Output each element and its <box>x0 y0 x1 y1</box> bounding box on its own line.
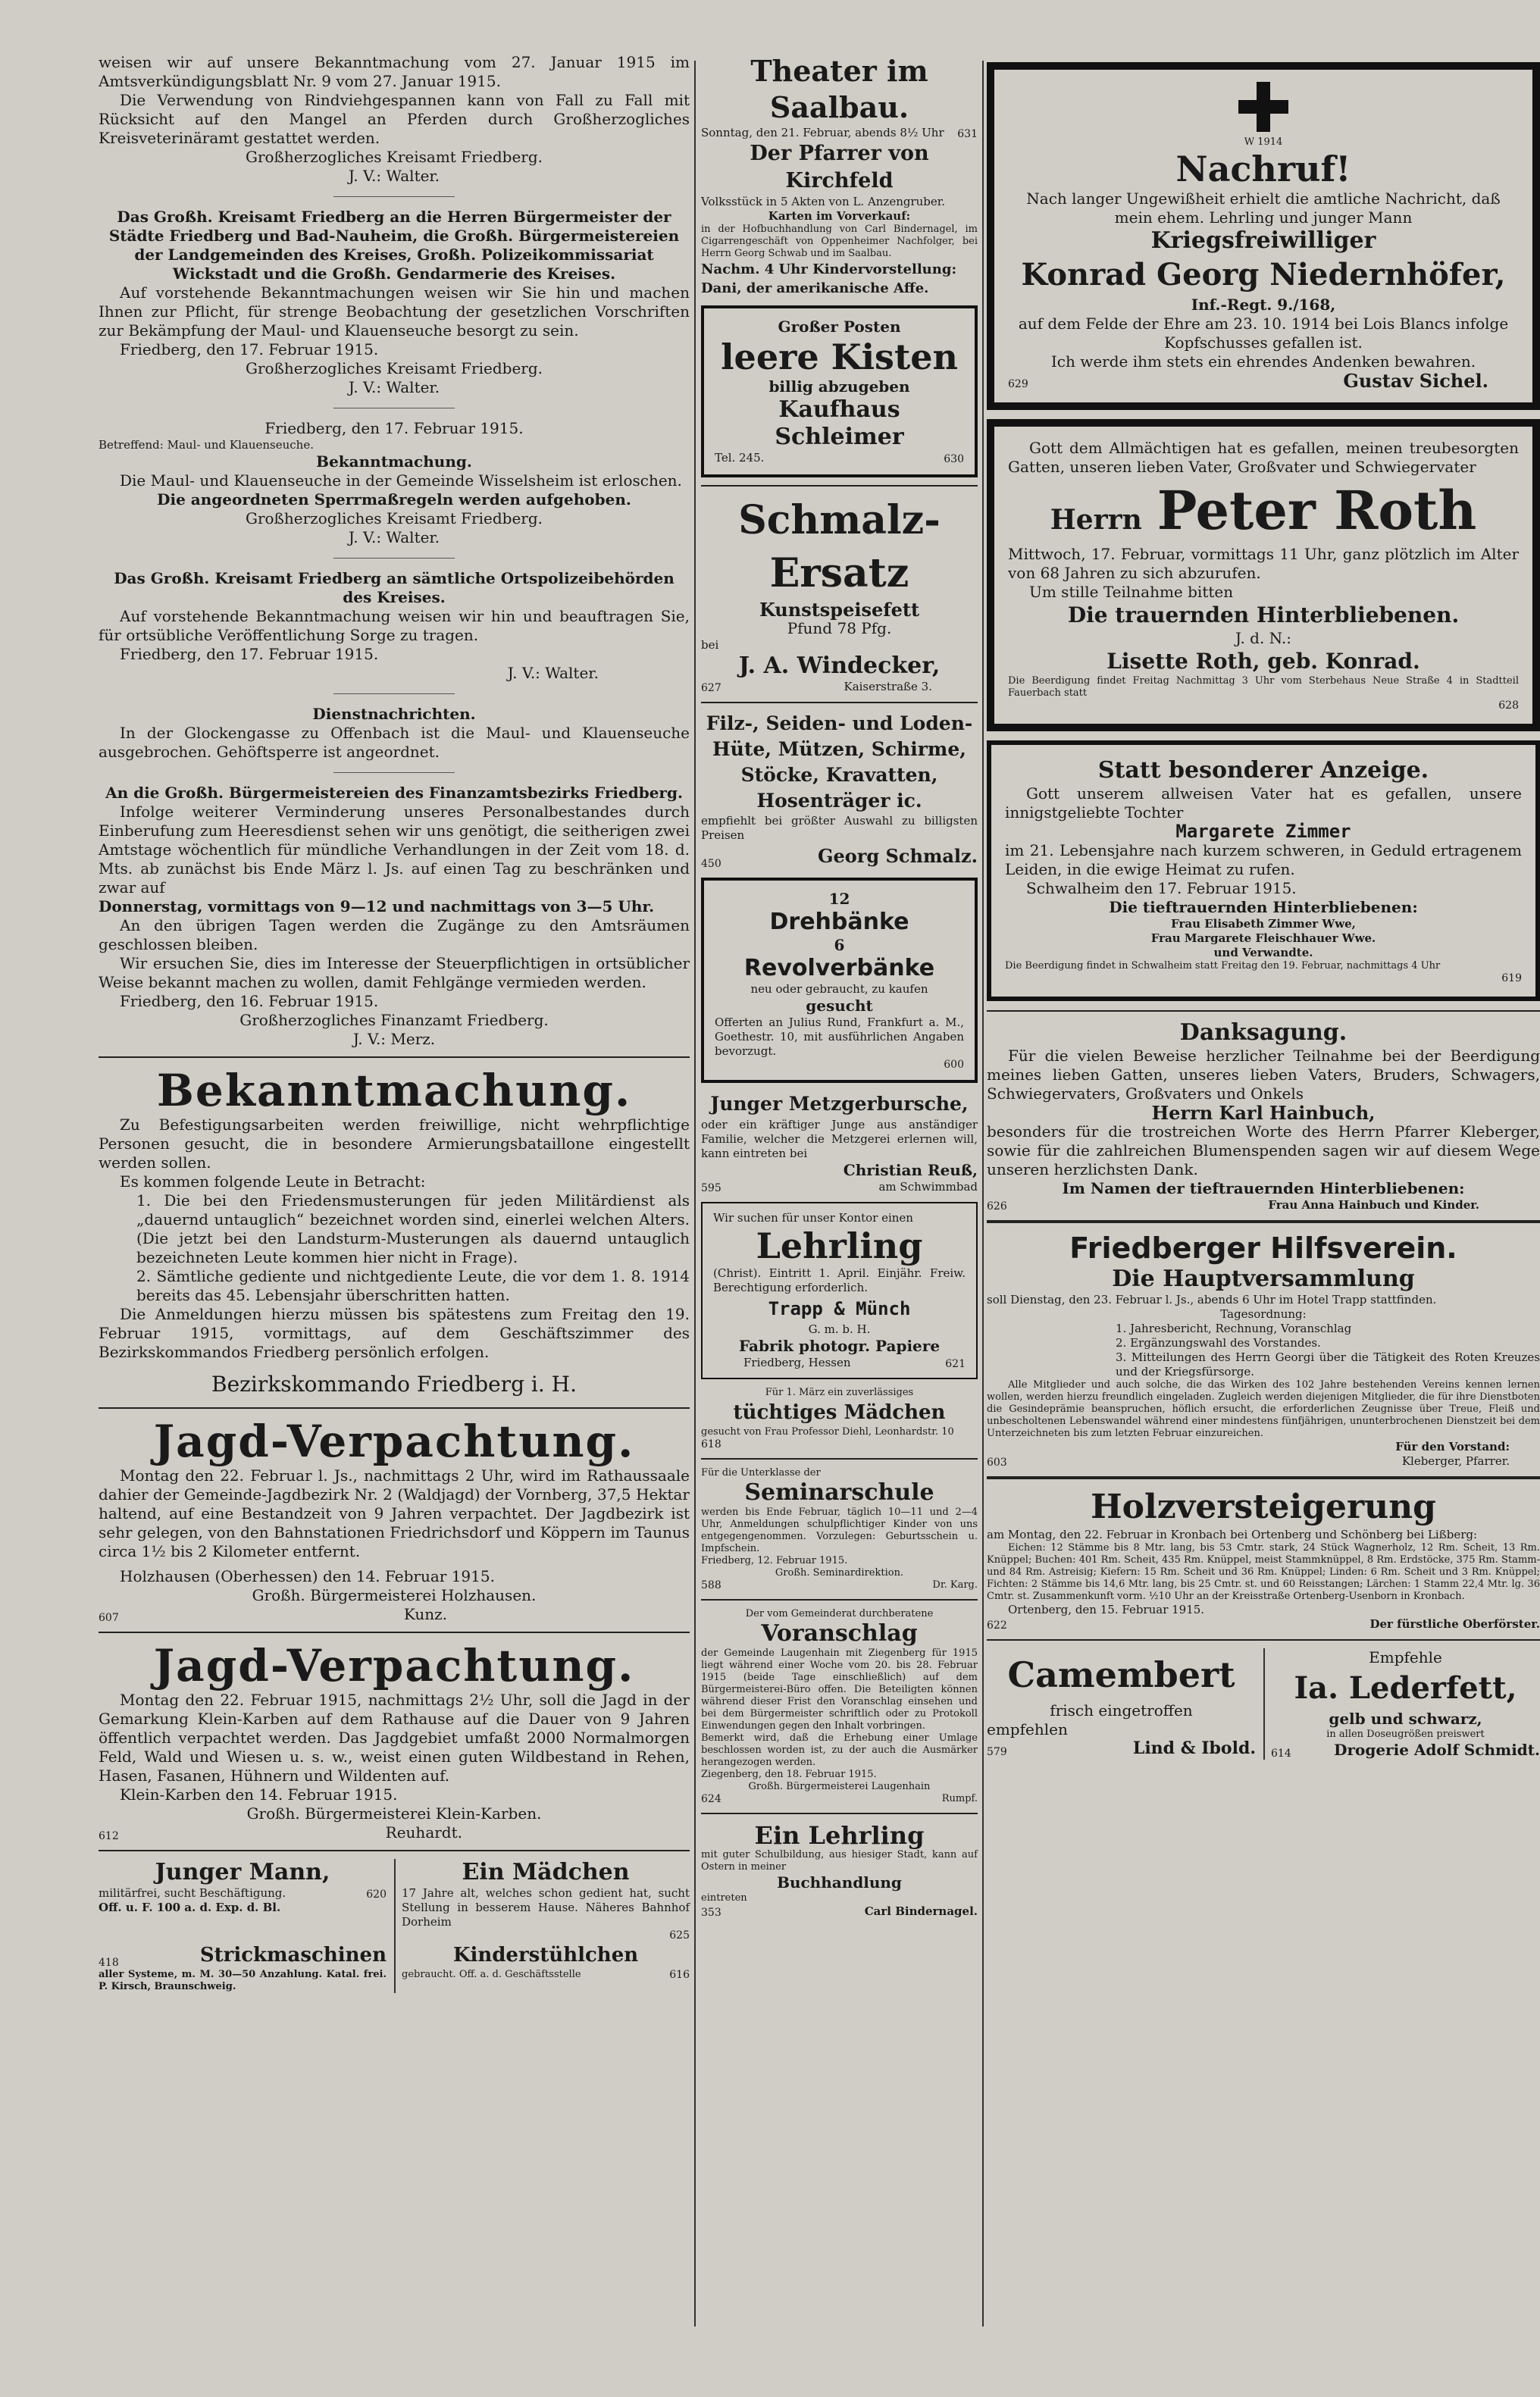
signature: J. V.: Walter. <box>507 664 599 682</box>
ad-lederfett <box>1263 1648 1540 1760</box>
ad-text: Friedberg, Hessen <box>743 1356 851 1369</box>
obituary-zimmer <box>987 740 1540 1001</box>
section-rule <box>987 1010 1540 1012</box>
section-rule <box>987 1476 1540 1479</box>
ad-text: Kunstspeisefett <box>759 599 920 621</box>
ad-text: Wir suchen für unser Kontor einen <box>713 1211 913 1225</box>
ad-title: Drehbänke <box>769 909 909 935</box>
date-line: Friedberg, den 17. Februar 1915. <box>120 340 379 358</box>
ad-maedchen <box>394 1859 690 1942</box>
ad-shop: Carl Bindernagel. <box>864 1904 978 1918</box>
ad-title: Friedberger Hilfsverein. <box>1069 1231 1457 1265</box>
ad-shop: Kaufhaus Schleimer <box>775 396 904 450</box>
ad-text: (Christ). Eintritt 1. April. Einjähr. Freiw. Berechtigung erforderlich. <box>713 1266 966 1294</box>
ad-text: oder ein kräftiger Junge aus anständiger Familie, welcher die Metzgerei erlernen will, kann eintreten bei <box>701 1118 978 1160</box>
notice-paragraph: In der Glockengasse zu Offenbach ist die Maul- und Klauenseuche ausgebrochen. Gehöftsperre ist angeordnet. <box>99 724 690 761</box>
notice-paragraph: Zu Befestigungsarbeiten werden freiwillige, nicht wehrpflichtige Personen gesucht, die in besondere Armierungsbataillone eingestellt werden sollen. <box>99 1116 690 1172</box>
ad-title: Voranschlag <box>761 1620 918 1647</box>
ad-text: Die tieftrauernden Hinterbliebenen: <box>1109 898 1418 916</box>
signature: Großherzogliches Kreisamt Friedberg. <box>245 359 543 377</box>
ad-number: 620 <box>366 1888 387 1901</box>
ad-title: Junger Metzgerbursche, <box>710 1093 969 1115</box>
notice-paragraph: Infolge weiterer Verminderung unseres Personalbestandes durch Einberufung zum Heeresdienst sehen wir uns genötigt, die seitherigen zwei Amtstage wöchentlich für mündliche Verhandlungen in der Zeit vom 18. d. Mts. ab zunächst bis Ende März l. Js. auf einen Tag zu beschränken und zwar auf <box>99 803 690 897</box>
ad-text: Nachm. 4 Uhr Kindervorstellung: <box>701 261 957 277</box>
notice-paragraph: weisen wir auf unsere Bekanntmachung vom 27. Januar 1915 im Amtsverkündigungsblatt Nr. 9 vom 27. Januar 1915. <box>99 53 690 90</box>
section-rule <box>701 1813 978 1814</box>
notice-paragraph: Auf vorstehende Bekanntmachungen weisen wir Sie hin und machen Ihnen zur Pflicht, für strenge Beobachtung der gesetzlichen Vorschriften zur Bekämpfung der Maul- und Klauenseuche besorgt zu sein. <box>99 283 690 340</box>
notice-bold: Die angeordneten Sperrmaßregeln werden aufgehoben. <box>157 490 631 509</box>
list-item: 1. Jahresbericht, Rechnung, Voranschlag <box>1116 1322 1352 1335</box>
ad-text: neu oder gebraucht, zu kaufen <box>750 982 928 996</box>
ad-text: bei <box>701 638 719 652</box>
ad-number: 624 <box>701 1793 721 1805</box>
ad-camembert <box>987 1648 1256 1760</box>
date-line: Ziegenberg, den 18. Februar 1915. <box>701 1769 877 1780</box>
column-rule <box>982 61 984 2327</box>
name-row <box>1008 477 1519 545</box>
ad-number: 626 <box>987 1200 1007 1213</box>
ad-text: Offerten an Julius Rund, Frankfurt a. M., Goethestr. 10, mit ausführlichen Angaben bevorzugt. <box>715 1015 964 1058</box>
ad-name: Herrn Karl Hainbuch, <box>1151 1102 1376 1124</box>
signature: Großh. Bürgermeisterei Holzhausen. <box>252 1586 537 1604</box>
ad-text: Alle Mitglieder und auch solche, die das Wirken des 102 Jahre bestehenden Vereins kennen lernen wollen, werden hierzu freundlich eingeladen. Zugleich werden diejenigen Mitglieder, die für ihre Dienstboten die Gesindeprämie beanspruchen, höflich ersucht, die erforderlichen Zeugnisse über Treue, Fleiß und unbescholtenen Lebenswandel während einer mindestens fünfjährigen, ununterbrochenen Dienstzeit bei dem Unterzeichneten bis zum letzten Februar einzureichen. <box>987 1379 1540 1439</box>
section-rule <box>701 1458 978 1460</box>
signature: Großh. Seminardirektion. <box>775 1567 904 1579</box>
ad-text: Herrn <box>1050 504 1142 536</box>
ad-text: Kriegsfreiwilliger <box>1150 227 1376 254</box>
ad-title: Jagd-Verpachtung. <box>153 1640 635 1691</box>
notice-paragraph: An den übrigen Tagen werden die Zugänge zu den Amtsräumen geschlossen bleiben. <box>99 916 690 953</box>
ad-number: 616 <box>669 1969 690 1981</box>
list-item: 2. Sämtliche gediente und nichtgediente Leute, die vor dem 1. 8. 1914 bereits das 45. Lebensjahr überschritten hatten. <box>136 1267 690 1304</box>
ad-text: 12 <box>828 890 850 908</box>
signature: Frau Anna Hainbuch und Kinder. <box>1268 1198 1479 1212</box>
small-ads-row <box>99 1942 690 1993</box>
ad-text: Für die Unterklasse der <box>701 1467 821 1479</box>
ad-text: Für 1. März ein zuverlässiges <box>765 1387 914 1398</box>
column-right <box>987 53 1540 1760</box>
ad-text: auf dem Felde der Ehre am 23. 10. 1914 bei Lois Blancs infolge Kopfschusses gefallen ist. <box>1018 314 1509 352</box>
ad-text: soll Dienstag, den 23. Februar l. Js., abends 6 Uhr im Hotel Trapp stattfinden. <box>987 1293 1437 1306</box>
ad-number: 621 <box>945 1358 966 1370</box>
ad-text: werden bis Ende Februar, täglich 10—11 und 2—4 Uhr, Anmeldungen schulpflichtiger Kinder von uns entgegengenommen. Vorzulegen: Geburtsschein u. Impfschein. <box>701 1507 978 1554</box>
ad-text: gesucht <box>806 997 873 1015</box>
ad-number: 627 <box>701 682 721 694</box>
signature: Rumpf. <box>941 1793 978 1804</box>
date-line: Friedberg, den 17. Februar 1915. <box>120 645 379 663</box>
ad-title: Theater im Saalbau. <box>750 54 928 124</box>
ad-text: Die Beerdigung findet in Schwalheim statt Freitag den 19. Februar, nachmittags 4 Uhr <box>1005 960 1441 972</box>
ad-text: eintreten <box>701 1892 747 1904</box>
ad-number: 619 <box>1501 972 1522 984</box>
divider <box>333 558 455 559</box>
ad-title: Revolverbänke <box>743 955 935 981</box>
ad-title: tüchtiges Mädchen <box>733 1401 946 1424</box>
ad-text: Gott unserem allweisen Vater hat es gefallen, unsere innigstgeliebte Tochter <box>1005 784 1522 821</box>
ad-number: 622 <box>987 1619 1007 1632</box>
ad-text: gelb und schwarz, <box>1329 1710 1482 1728</box>
ad-title: Ein Lehrling <box>754 1821 925 1850</box>
ad-text: Bemerkt wird, daß die Erhebung einer Umlage beschlossen worden ist, zu der auch die Ausmärker herangezogen werden. <box>701 1732 978 1768</box>
ad-name: Margarete Zimmer <box>1175 821 1351 842</box>
ad-shop: Christian Reuß, <box>843 1161 978 1179</box>
ad-number: 625 <box>669 1929 690 1942</box>
ad-text: Für die vielen Beweise herzlicher Teilnahme bei der Beerdigung meines lieben Gatten, unseres lieben Vaters, Bruders, Schwagers, Schwiegervaters, Großvaters und Onkels <box>987 1047 1540 1103</box>
signature: Kleberger, Pfarrer. <box>1401 1454 1510 1468</box>
ad-text: Frau Elisabeth Zimmer Wwe, <box>1171 917 1356 931</box>
ad-number: 353 <box>701 1907 721 1919</box>
ad-number: 450 <box>701 858 721 870</box>
column-rule <box>694 61 696 2327</box>
ad-text: besonders für die trostreichen Worte des Herrn Pfarrer Kleberger, sowie für die zahlreichen Blumenspenden sagen wir auf diesem Wege unseren herzlichsten Dank. <box>987 1122 1540 1178</box>
ad-kisten <box>701 305 978 477</box>
section-rule <box>99 1056 690 1058</box>
ad-shop: Lind & Ibold. <box>1132 1738 1256 1758</box>
ad-text: und Verwandte. <box>1213 946 1313 959</box>
ad-number: 629 <box>1008 378 1028 390</box>
signature: Der fürstliche Oberförster. <box>1369 1617 1540 1631</box>
ad-text: mit guter Schulbildung, aus hiesiger Stadt, kann auf Ostern in meiner <box>701 1849 978 1873</box>
ad-text: der Gemeinde Laugenhain mit Ziegenberg für 1915 liegt während einer Woche vom 20. bis 28. Februar 1915 (beide Tage einschließlich) auf dem Bürgermeisterei-Büro offen. Die Beteiligten können während dieser Frist den Voranschlag einsehen und bei dem Bürgermeister schriftlich oder zu Protokoll Einwendungen gegen den Inhalt vorbringen. <box>701 1648 978 1732</box>
ad-title: Bekanntmachung. <box>156 1065 632 1116</box>
ad-text: frisch eingetroffen <box>1050 1701 1193 1720</box>
section-rule <box>701 485 978 487</box>
ad-title: Kinderstühlchen <box>452 1944 639 1967</box>
ad-lehrling <box>701 1202 978 1379</box>
ad-text: Gott dem Allmächtigen hat es gefallen, meinen treubesorgten Gatten, unseren lieben Vater, Großvater und Schwiegervater <box>1008 439 1519 476</box>
section-rule <box>987 1220 1540 1223</box>
notice-paragraph: Montag den 22. Februar l. Js., nachmittags 2 Uhr, wird im Rathaussaale dahier der Gemeinde-Jagdbezirk Nr. 2 (Waldjagd) der Vornberg, 37,5 Hektar haltend, auf eine Bestandzeit von 9 Jahren verpachtet. Der Jagdbezirk ist sehr gelegen, von den Bahnstationen Friedrichsdorf und Köppern im Taunus circa 1½ bis 2 Kilometer entfernt. <box>99 1466 690 1560</box>
section-rule <box>99 1407 690 1409</box>
ad-text: Der vom Gemeinderat durchberatene <box>745 1608 934 1619</box>
ad-number: 595 <box>701 1182 721 1194</box>
ad-text: gebraucht. Off. a. d. Geschäftsstelle <box>402 1969 581 1980</box>
list-item: 2. Ergänzungswahl des Vorstandes. <box>1116 1336 1321 1350</box>
ad-title: Lehrling <box>756 1225 923 1266</box>
ad-title: Statt besonderer Anzeige. <box>1097 757 1429 784</box>
divider <box>333 196 455 197</box>
ad-name: Lisette Roth, geb. Konrad. <box>1106 649 1420 674</box>
ad-text: Für den Vorstand: <box>1395 1440 1510 1454</box>
notice-paragraph: Die Anmeldungen hierzu müssen bis spätestens zum Freitag den 19. Februar 1915, vormittags, auf dem Geschäftszimmer des Bezirkskommandos Friedberg persönlich erfolgen. <box>99 1305 690 1361</box>
ad-text: Karten im Vorverkauf: <box>768 209 911 223</box>
notice-heading: Das Großh. Kreisamt Friedberg an sämtliche Ortspolizeibehörden des Kreises. <box>114 569 675 606</box>
date-line: Friedberg, den 17. Februar 1915. <box>264 419 524 437</box>
date-line: Friedberg, 12. Februar 1915. <box>701 1555 848 1566</box>
obituary-niedernhoefer <box>987 62 1540 410</box>
ad-drehbaenke <box>701 878 978 1083</box>
ad-number: 614 <box>1271 1748 1291 1760</box>
ad-title: Seminarschule <box>744 1479 934 1506</box>
ad-text: in allen Doseugrößen preiswert <box>1326 1729 1485 1740</box>
ad-text: Sonntag, den 21. Februar, abends 8½ Uhr <box>701 126 944 139</box>
ad-text: in der Hofbuchhandlung von Carl Bindernagel, im Cigarrengeschäft von Oppenheimer Nachfolger, bei Herrn Georg Schwab und im Saalbau. <box>701 224 978 259</box>
signature: Großherzogliches Finanzamt Friedberg. <box>239 1011 549 1029</box>
ad-text: Mittwoch, 17. Februar, vormittags 11 Uhr, ganz plötzlich im Alter von 68 Jahren zu sich abzurufen. <box>1008 545 1519 582</box>
ad-number: 612 <box>99 1830 119 1842</box>
ad-text: 6 <box>834 936 845 954</box>
ad-shop: J. A. Windecker, <box>738 652 941 679</box>
ad-title: Jagd-Verpachtung. <box>153 1416 635 1467</box>
ad-text: Tel. 245. <box>715 451 765 465</box>
signature: Dr. Karg. <box>932 1579 978 1591</box>
ad-title: Camembert <box>1007 1654 1235 1695</box>
ad-text: Die trauernden Hinterbliebenen. <box>1067 602 1460 627</box>
ad-title: Filz-, Seiden- und Loden-Hüte, Mützen, Schirme, Stöcke, Kravatten, Hosenträger ic. <box>706 712 973 812</box>
notice-bold: Donnerstag, vormittags von 9—12 und nachmittags von 3—5 Uhr. <box>99 897 655 915</box>
ad-text: J. d. N.: <box>1235 629 1291 647</box>
ad-text: empfehlen <box>987 1720 1068 1738</box>
ad-shop: Georg Schmalz. <box>818 845 978 867</box>
ad-number: 631 <box>957 128 978 140</box>
signature: J. V.: Walter. <box>348 167 440 185</box>
column-middle <box>701 53 978 1919</box>
date-line: Holzhausen (Oberhessen) den 14. Februar 1915. <box>120 1567 495 1585</box>
ad-number: 630 <box>944 453 964 465</box>
ad-title: Strickmaschinen <box>199 1944 387 1967</box>
ad-text: billig abzugeben <box>768 377 910 396</box>
notice-heading: Das Großh. Kreisamt Friedberg an die Herren Bürgermeister der Städte Friedberg und Bad-Nauheim, die Großh. Bürgermeistereien der Landgemeinden des Kreises, Großh. Polizeikommissariat Wickstadt und die Großh. Gendarmerie des Kreises. <box>108 208 680 283</box>
ad-kinderstuehlchen <box>394 1942 690 1993</box>
signature: J. V.: Walter. <box>348 378 440 396</box>
signature: J. V.: Merz. <box>352 1030 436 1048</box>
notice-paragraph: Die Verwendung von Rindviehgespannen kann von Fall zu Fall mit Rücksicht auf den Mangel an Pferden durch Großherzogliches Kreisveterinäramt gestattet werden. <box>99 91 690 147</box>
signature: Gustav Sichel. <box>1343 370 1488 392</box>
ad-number: 603 <box>987 1457 1007 1469</box>
ad-title: Ia. Lederfett, <box>1294 1670 1517 1706</box>
ad-text: Ich werde ihm stets ein ehrendes Andenken bewahren. <box>1050 352 1476 371</box>
ad-text: gesucht von Frau Professor Diehl, Leonhardstr. 10 <box>701 1426 954 1438</box>
signature: Kunz. <box>403 1605 447 1623</box>
obituary-roth <box>987 419 1540 731</box>
section-rule <box>987 1639 1540 1641</box>
subject-line: Betreffend: Maul- und Klauenseuche. <box>99 438 314 452</box>
section-rule <box>99 1632 690 1633</box>
ad-text: aller Systeme, m. M. 30—50 Anzahlung. Katal. frei. P. Kirsch, Braunschweig. <box>99 1969 387 1992</box>
ad-title: Junger Mann, <box>155 1859 330 1885</box>
small-ads-row <box>99 1859 690 1942</box>
notice-heading: Dienstnachrichten. <box>312 705 476 723</box>
ad-title: Danksagung. <box>1179 1019 1348 1046</box>
section-rule <box>99 1850 690 1851</box>
ad-text: Im Namen der tieftrauernden Hinterbliebenen: <box>1062 1179 1465 1197</box>
ad-text: Pfund 78 Pfg. <box>787 619 892 637</box>
ad-text: militärfrei, sucht Beschäftigung. <box>99 1886 286 1900</box>
signature: Großherzogliches Kreisamt Friedberg. <box>245 148 543 166</box>
list-item: 1. Die bei den Friedensmusterungen für jeden Militärdienst als „dauernd untauglich“ bezeichnet worden sind, einerlei welchen Alters. (Die jetzt bei den Landsturm-Musterungen als dauernd untauglich bezeichneten Leute kommen hier nicht in Frage). <box>136 1191 690 1266</box>
ad-title: Schmalz-Ersatz <box>738 497 941 596</box>
ad-title: Der Pfarrer von Kirchfeld <box>750 142 929 192</box>
ad-number: 628 <box>1498 699 1519 712</box>
ad-title: Holzversteigerung <box>1091 1488 1436 1526</box>
ad-text: G. m. b. H. <box>808 1322 871 1336</box>
ad-text: Kaiserstraße 3. <box>844 680 932 693</box>
date-line: Schwalheim den 17. Februar 1915. <box>1026 879 1297 897</box>
ad-text: Buchhandlung <box>777 1873 902 1892</box>
signature: Großh. Bürgermeisterei Laugenhain <box>748 1781 931 1792</box>
ad-shop: Trapp & Münch <box>768 1298 911 1319</box>
ad-number: 618 <box>701 1438 721 1450</box>
list-item: 3. Mitteilungen des Herrn Georgi über die Tätigkeit des Roten Kreuzes und der Kriegsfürsorge. <box>1116 1350 1540 1378</box>
ad-text: Volksstück in 5 Akten von L. Anzengruber. <box>701 195 946 208</box>
divider <box>333 693 455 694</box>
ad-text: Tagesordnung: <box>1220 1307 1307 1321</box>
notice-heading: Bekanntmachung. <box>316 452 472 471</box>
ad-text: Empfehle <box>1369 1648 1442 1666</box>
date-line: Friedberg, den 16. Februar 1915. <box>120 992 379 1010</box>
newspaper-page <box>68 53 1540 2364</box>
ad-text: Eichen: 12 Stämme bis 8 Mtr. lang, bis 53 Cmtr. stark, 24 Stück Wagnerholz, 12 Rm. Scheit, 13 Rm. Knüppel; Buchen: 401 Rm. Scheit, 435 Rm. Knüppel, meist Stammknüppel, 8 Rm. Erdstöcke, 375 Rm. Stamm- und 84 Rm. Astreisig; Kiefern: 15 Rm. Scheit und 36 Rm. Knüppel; Linden: 6 Rm. Scheit und 3 Rm. Knüppel; Fichten: 2 Stämme bis 14,6 Mtr. lang, bis 25 Cmtr. st. und 60 Reisstangen; Lärchen: 1 Stamm 22,4 Mtr. lg. 36 Cmtr. st. Zusammenkunft vorm. ½10 Uhr an der Kreisstraße Ortenberg-Usenborn in Kronbach. <box>987 1542 1540 1602</box>
ad-text: Großer Posten <box>778 318 901 336</box>
section-rule <box>701 1599 978 1601</box>
ad-text: Um stille Teilnahme bitten <box>1029 583 1234 601</box>
signature: Bezirkskommando Friedberg i. H. <box>211 1372 577 1397</box>
ad-title: Die Hauptversammlung <box>1112 1266 1415 1292</box>
ad-title: leere Kisten <box>721 336 958 377</box>
cross-inscription: W 1914 <box>1244 136 1283 148</box>
signature: Reuhardt. <box>385 1823 462 1842</box>
signature: Großh. Bürgermeisterei Klein-Karben. <box>246 1804 542 1823</box>
ad-text: Die Beerdigung findet Freitag Nachmittag 3 Uhr vom Sterbehaus Neue Straße 4 in Stadtteil Fauerbach statt <box>1008 675 1519 699</box>
small-ads-row <box>987 1648 1540 1760</box>
notice-paragraph: Die Maul- und Klauenseuche in der Gemeinde Wisselsheim ist erloschen. <box>120 471 682 490</box>
iron-cross-icon <box>1238 82 1288 132</box>
notice-paragraph: Montag den 22. Februar 1915, nachmittags 2½ Uhr, soll die Jagd in der Gemarkung Klein-Karben auf dem Rathause auf die Dauer von 9 Jahren öffentlich verpachtet werden. Das Jagdgebiet umfaßt 2000 Normalmorgen Feld, Wald und Wiesen u. s. w., weist einen guten Wildbestand in Rehen, Hasen, Fasanen, Hühnern und Wildenten auf. <box>99 1691 690 1785</box>
ad-number: 418 <box>99 1957 119 1969</box>
ad-number: 579 <box>987 1746 1007 1758</box>
ad-number: 607 <box>99 1612 119 1624</box>
ad-title: Ein Mädchen <box>462 1859 630 1885</box>
ad-text: Off. u. F. 100 a. d. Exp. d. Bl. <box>99 1901 281 1914</box>
column-left <box>99 53 690 1993</box>
ad-title: Nachruf! <box>1175 149 1351 189</box>
date-line: Klein-Karben den 14. Februar 1915. <box>120 1785 398 1804</box>
ad-text: Nach langer Ungewißheit erhielt die amtliche Nachricht, daß mein ehem. Lehrling und junger Mann <box>1026 189 1501 227</box>
ad-number: 600 <box>944 1059 964 1071</box>
ad-text: Fabrik photogr. Papiere <box>738 1337 941 1355</box>
signature: Großherzogliches Kreisamt Friedberg. <box>245 509 543 527</box>
ad-text: Frau Margarete Fleischhauer Wwe. <box>1150 931 1376 945</box>
ad-text: am Montag, den 22. Februar in Kronbach bei Ortenberg und Schönberg bei Lißberg: <box>987 1528 1478 1541</box>
notice-paragraph: Auf vorstehende Bekanntmachung weisen wir hin und beauftragen Sie, für ortsübliche Veröffentlichung Sorge zu tragen. <box>99 607 690 644</box>
ad-text: Dani, der amerikanische Affe. <box>701 280 929 296</box>
notice-paragraph: Wir ersuchen Sie, dies im Interesse der Steuerpflichtigen in ortsüblicher Weise bekannt machen zu wollen, damit Fehlgänge vermieden werden. <box>99 954 690 991</box>
notice-paragraph: Es kommen folgende Leute in Betracht: <box>120 1172 426 1191</box>
ad-text: Inf.-Regt. 9./168, <box>1191 296 1336 314</box>
ad-text: im 21. Lebensjahre nach kurzem schweren, in Geduld ertragenem Leiden, in die ewige Heimat zu rufen. <box>1005 841 1522 878</box>
ad-name: Peter Roth <box>1157 479 1477 542</box>
date-line: Ortenberg, den 15. Februar 1915. <box>1008 1603 1205 1616</box>
ad-text: empfiehlt bei größter Auswahl zu billigsten Preisen <box>701 814 978 842</box>
ad-text: 17 Jahre alt, welches schon gedient hat, sucht Stellung in besserem Hause. Näheres Bahnhof Dorheim <box>402 1886 690 1929</box>
signature: J. V.: Walter. <box>348 528 440 546</box>
ad-number: 588 <box>701 1579 721 1591</box>
divider <box>333 772 455 773</box>
section-rule <box>701 702 978 703</box>
ad-name: Konrad Georg Niedernhöfer, <box>1021 257 1506 293</box>
ad-junger-mann <box>99 1859 387 1942</box>
notice-heading: An die Großh. Bürgermeistereien des Finanzamtsbezirks Friedberg. <box>105 784 683 802</box>
ad-strickmaschinen <box>99 1942 387 1993</box>
ad-shop: Drogerie Adolf Schmidt. <box>1334 1741 1540 1759</box>
ad-text: am Schwimmbad <box>878 1180 978 1194</box>
